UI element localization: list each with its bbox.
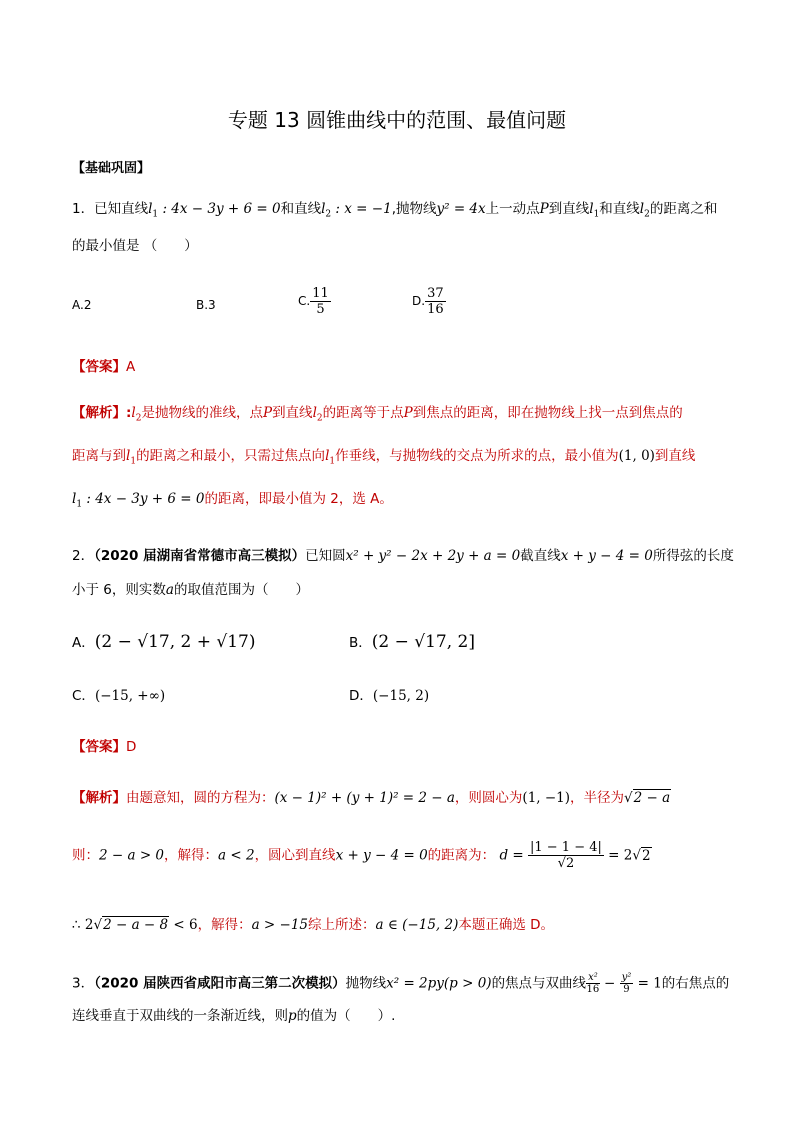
q3-stem-line1: 3．（2020 届陕西省咸阳市高三第二次模拟）抛物线x² = 2py(p > 0)的焦点与双曲线 $\frac{\text{x²}}{16}$ − $\frac{\text{y²}}{9}$ = 1的右焦点的 <box>72 972 730 995</box>
q3-stem-line2: 连线垂直于双曲线的一条渐近线，则p的值为（ ）. <box>72 1008 396 1024</box>
section-heading: 【基础巩固】 <box>72 161 151 176</box>
q1-option-d: D. $\frac{37}{16}$ <box>412 286 444 317</box>
q2-stem-line2: 小于 6，则实数a的取值范围为（ ） <box>72 582 309 598</box>
q1-analysis-line1: 【解析】$:l_2$是抛物线的准线，点P到直线$l_2$的距离等于点P到焦点的距离，即在抛物线上找一点到焦点的 <box>72 405 683 424</box>
q2-stem-line1: 2．（2020 届湖南省常德市高三模拟）已知圆x² + y² − 2x + 2y + a = 0截直线x + y − 4 = 0所得弦的长度 <box>72 548 734 564</box>
q1-option-c: C. $\frac{11}{5}$ <box>298 286 329 317</box>
page-title: 专题 13 圆锥曲线中的范围、最值问题 <box>227 108 567 132</box>
q1-stem-line2: 的最小值是 （ ） <box>72 238 198 254</box>
q2-analysis-line1: 【解析】由题意知，圆的方程为：(x − 1)² + (y + 1)² = 2 − a，则圆心为(1, −1)，半径为√2 − a <box>72 790 671 806</box>
q1-analysis-line2: 距离与到$l_1$的距离之和最小，只需过焦点向$l_1$作垂线，与抛物线的交点为所求的点，最小值为(1, 0)到直线 <box>72 448 696 467</box>
q1-option-a: A.2 <box>72 298 92 312</box>
q2-option-d: D．(−15, 2) <box>349 688 430 704</box>
q2-option-a: A．(2 − √17, 2 + √17) <box>72 632 256 652</box>
q2-option-c: C．(−15, +∞) <box>72 688 166 704</box>
q1-answer: 【答案】A <box>72 359 136 375</box>
q2-analysis-line2: 则：2 − a > 0，解得：a < 2，圆心到直线x + y − 4 = 0的距离为： d = $\frac{|1 - 1 - 4|}{√2}$ = 2√2 <box>72 840 651 871</box>
q1-option-b: B.3 <box>196 298 216 312</box>
q2-option-b: B．(2 − √17, 2] <box>349 632 475 652</box>
q1-stem-line1: 1．已知直线$l_1$ : 4x − 3y + 6 = 0和直线$l_2$ : x = −1,抛物线y² = 4x上一动点P到直线$l_1$和直线$l_2$的距离之和 <box>72 201 718 220</box>
q2-analysis-line3: ∴ 2√2 − a − 8 < 6，解得：a > −15综上所述：a ∈ (−15, 2)本题正确选 D。 <box>72 917 555 933</box>
q1-analysis-line3: $l_1$ : 4x − 3y + 6 = 0的距离，即最小值为 2，选 A。 <box>72 491 393 510</box>
q2-answer: 【答案】D <box>72 739 137 755</box>
